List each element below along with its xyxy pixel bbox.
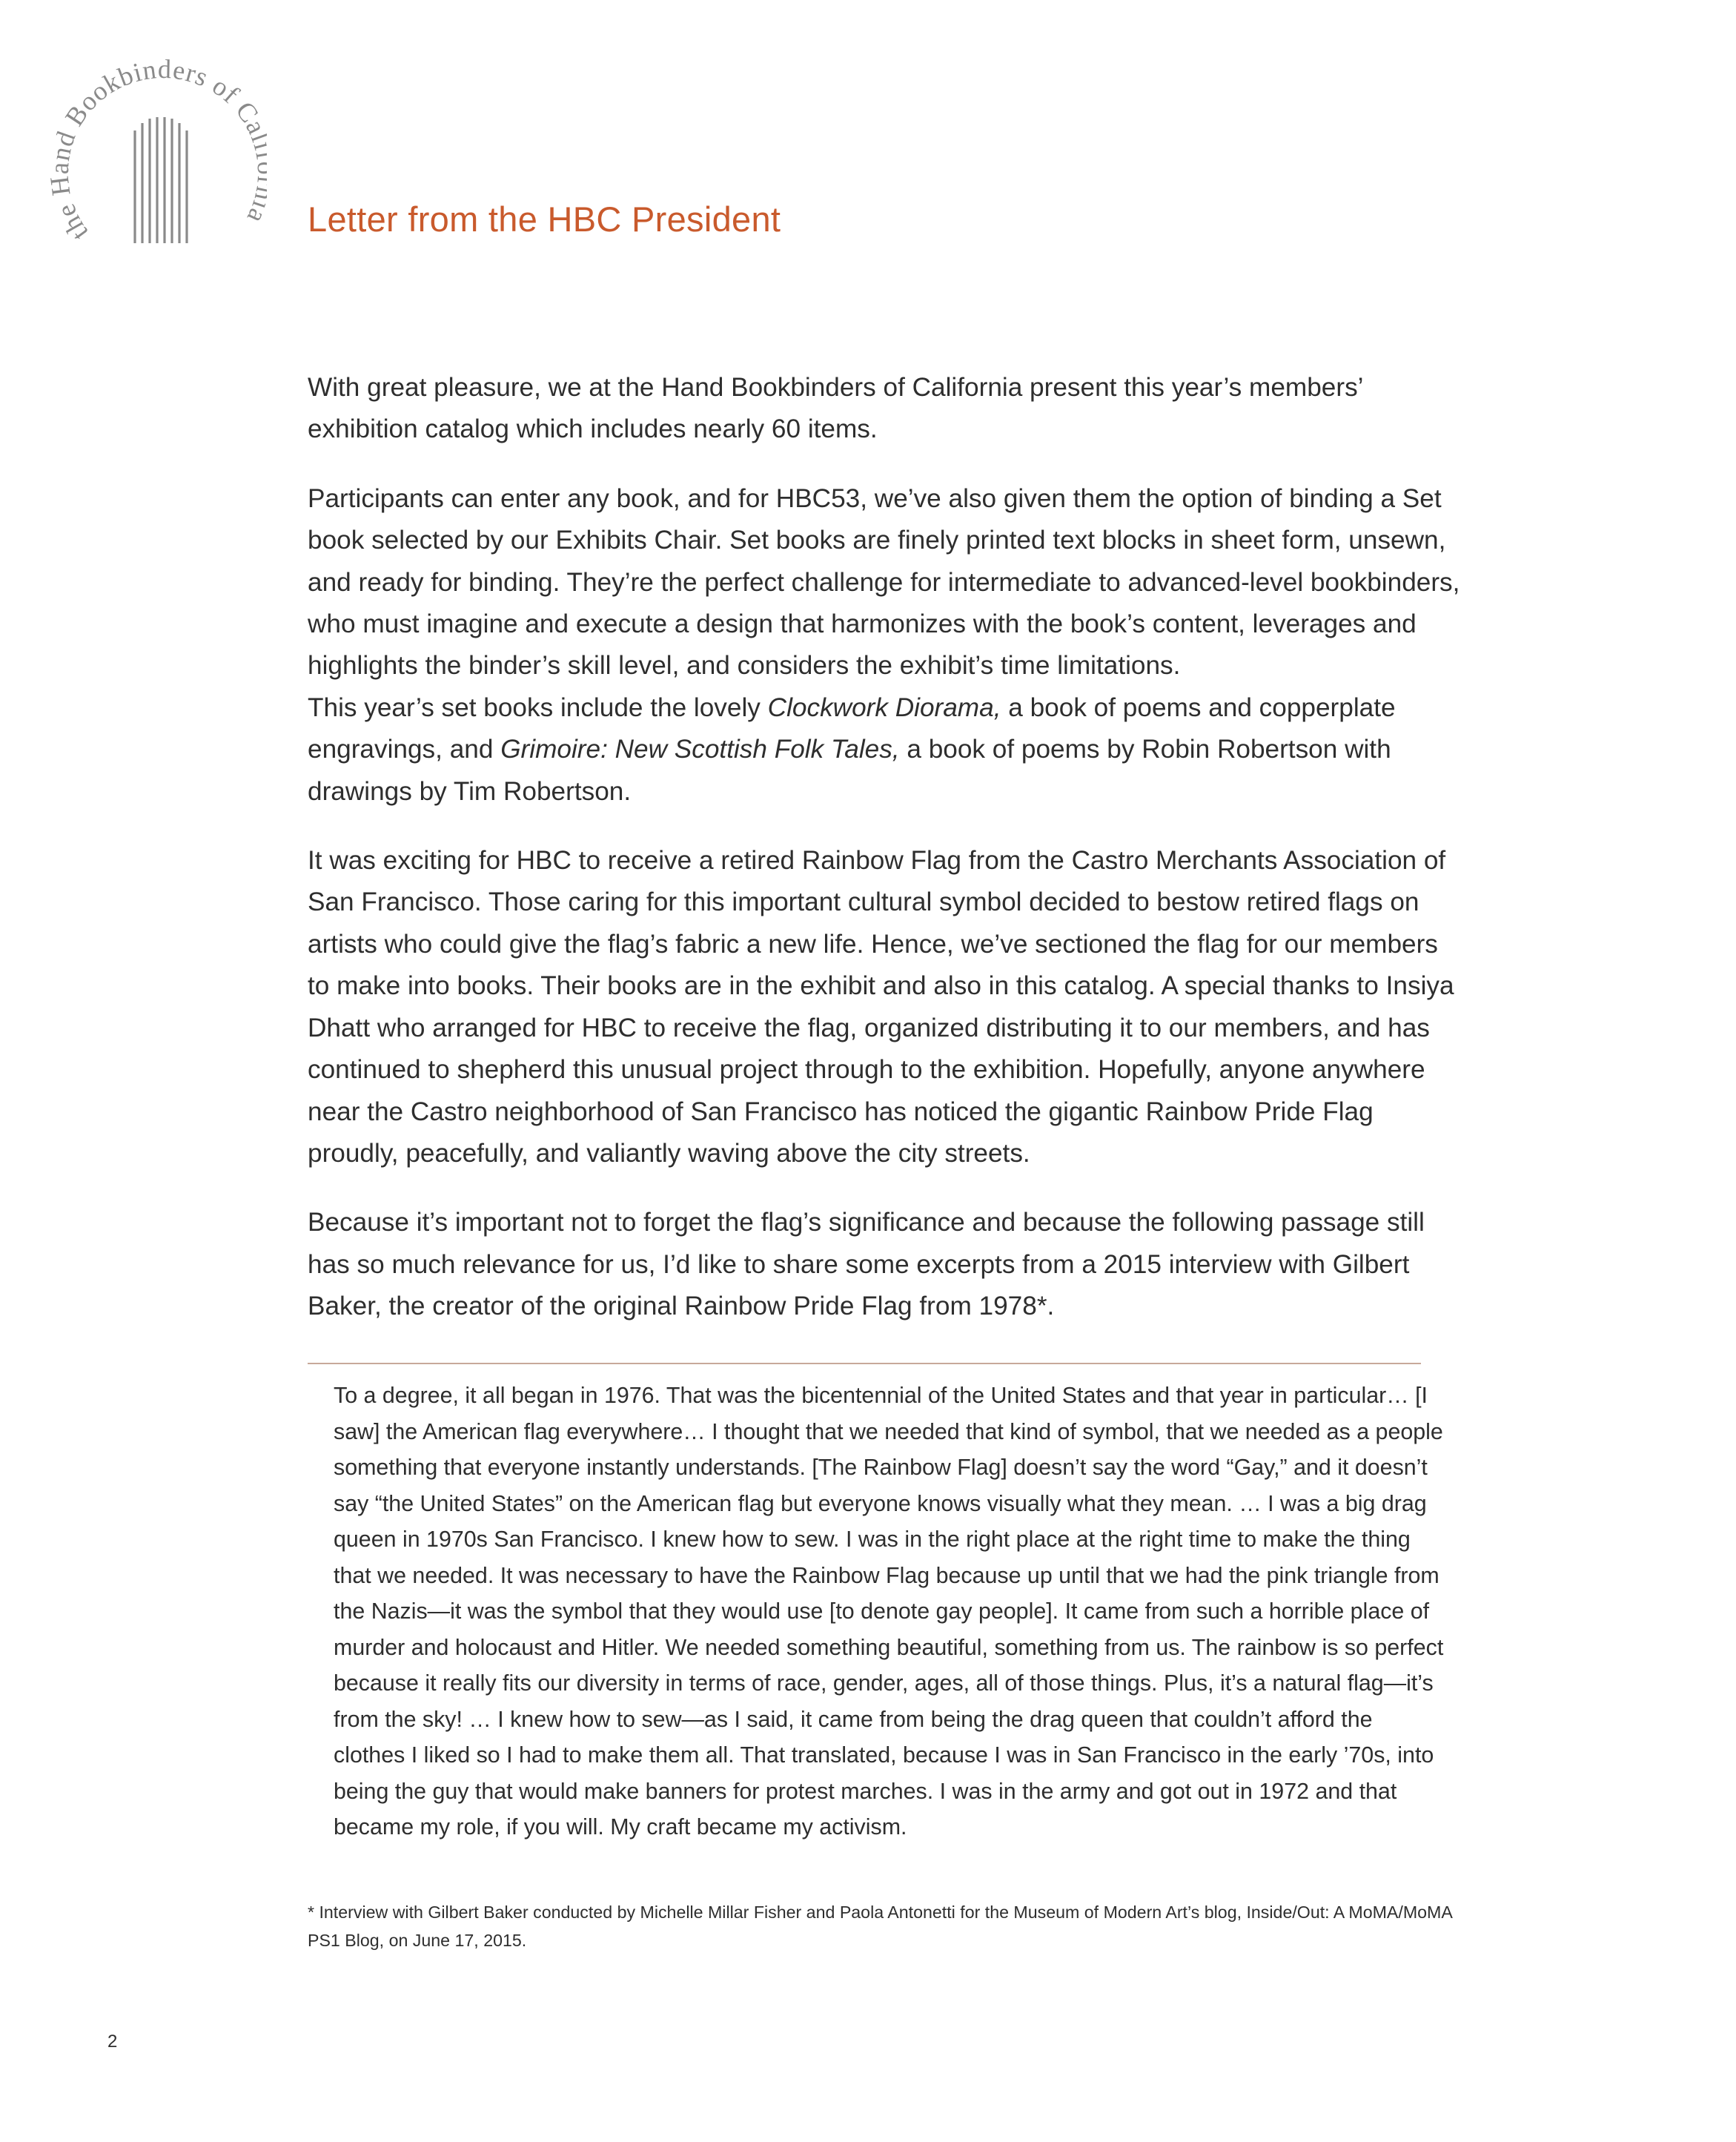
- hbc-logo-graphic: [30, 44, 267, 282]
- quote-divider: [308, 1363, 1421, 1364]
- letter-paragraph-4: Because it’s important not to forget the flag’s significance and because the following passage still has so much relevance for us, I’d like to share some excerpts from a 2015 interview with Gilbert Baker, the creator of the original Rainbow Pride Flag from 1978*.: [308, 1208, 1425, 1321]
- footnote: * Interview with Gilbert Baker conducted by Michelle Millar Fisher and Paola Antonetti for the Museum of Modern Art’s blog, Inside/Out: A MoMA/MoMA PS1 Blog, on June 17, 2015.: [308, 1903, 1452, 1950]
- interview-quote: To a degree, it all began in 1976. That was the bicentennial of the United States and that year in particular… [I saw] the American flag everywhere… I thought that we needed that kind of symbol, that we needed as a people something that everyone instantly understands. [The Rainbow Flag] doesn’t say the word “Gay,” and it doesn’t say “the United States” on the American flag but everyone knows visually what they mean. … I was a big drag queen in 1970s San Francisco. I knew how to sew. I was in the right place at the right time to make the thing that we needed. It was necessary to have the Rainbow Flag because up until that we had the pink triangle from the Nazis—it was the symbol that they would use [to denote gay people]. It came from such a horrible place of murder and holocaust and Hitler. We needed something beautiful, something from us. The rainbow is so perfect because it really fits our diversity in terms of race, gender, ages, all of those things. Plus, it’s a natural flag—it’s from the sky! … I knew how to sew—as I said, it came from being the drag queen that couldn’t afford the clothes I liked so I had to make them all. That translated, because I was in San Francisco in the early ’70s, into being the guy that would make banners for protest marches. I was in the army and got out in 1972 and that became my role, if you will. My craft became my activism.: [334, 1383, 1444, 1839]
- hbc-logo: [30, 44, 267, 282]
- book-title-clockwork-diorama: Clockwork Diorama,: [767, 692, 1001, 722]
- letter-paragraph-2-setbooks: This year’s set books include the lovely: [308, 692, 768, 722]
- logo-book-spines-icon: [135, 117, 187, 243]
- letter-paragraph-2-intro: Participants can enter any book, and for HBC53, we’ve also given them the option of binding a Set book selected by our Exhibits Chair. Set books are finely printed text blocks in sheet form, unsewn, and ready for binding. They’re the perfect challenge for intermediate to advanced-level bookbinders, who must imagine and execute a design that harmonizes with the book’s content, leverages and highlights the binder’s skill level, and considers the exhibit’s time limitations.: [308, 483, 1460, 681]
- letter-paragraph-2: [308, 478, 1464, 813]
- page-number: 2: [107, 2032, 118, 2052]
- letter-paragraph-3: It was exciting for HBC to receive a retired Rainbow Flag from the Castro Merchants Association of San Francisco. Those caring for this important cultural symbol decided to bestow retired flags on artists who could give the flag’s fabric a new life. Hence, we’ve sectioned the flag for our members to make into books. Their books are in the exhibit and also in this catalog. A special thanks to Insiya Dhatt who arranged for HBC to receive the flag, organized distributing it to our members, and has continued to shepherd this unusual project through to the exhibition. Hopefully, anyone anywhere near the Castro neighborhood of San Francisco has noticed the gigantic Rainbow Pride Flag proudly, peacefully, and valiantly waving above the city streets.: [308, 846, 1454, 1168]
- page-title: Letter from the HBC President: [308, 199, 781, 239]
- letter-paragraph-2-mid: a book of poems and copperplate engravings, and: [308, 692, 1396, 764]
- book-title-grimoire: Grimoire: New Scottish Folk Tales,: [500, 735, 900, 764]
- letter-body: [308, 367, 1464, 1355]
- letter-paragraph-2-end: a book of poems by Robin Robertson with drawings by Tim Robertson.: [308, 735, 1391, 806]
- letter-paragraph-1: With great pleasure, we at the Hand Bookbinders of California present this year’s members’ exhibition catalog which includes nearly 60 items.: [308, 373, 1363, 444]
- logo-wordmark: the Hand Bookbinders of C: [44, 53, 265, 247]
